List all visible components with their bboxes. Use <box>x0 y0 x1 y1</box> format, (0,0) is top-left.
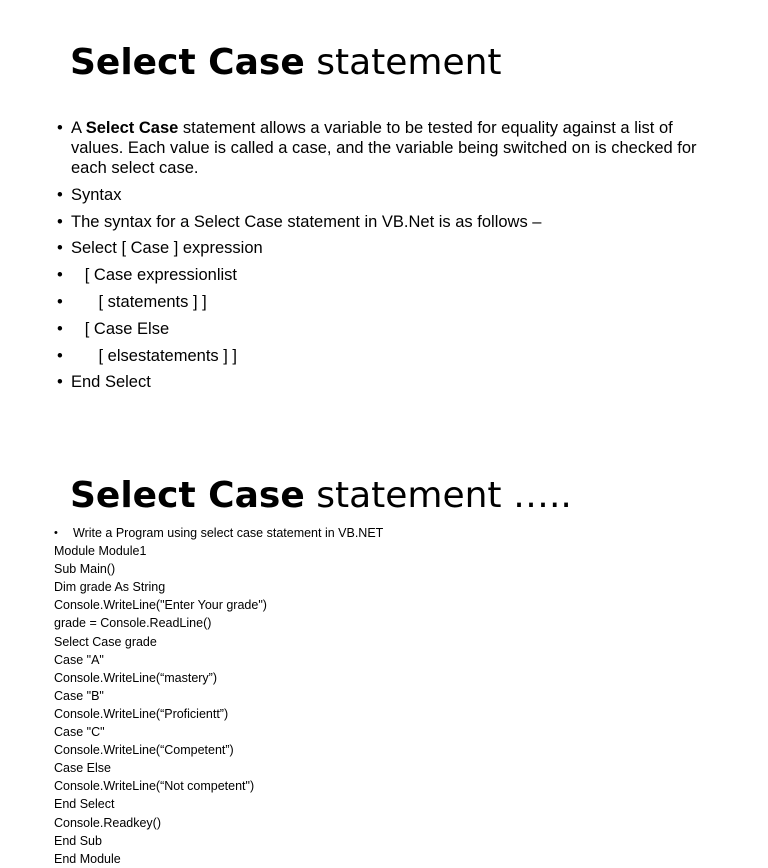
code-line: End Select <box>54 797 115 812</box>
code-line: Case Else <box>54 761 111 776</box>
code-line: Dim grade As String <box>54 580 166 595</box>
slide-title <box>70 42 502 83</box>
slide-title-rest: statement <box>304 42 502 83</box>
bullet-dot: • <box>57 346 63 365</box>
bullet-item <box>56 319 716 339</box>
intro-rest: statement allows a variable to be tested for equality against a list of values. Each value is called a case, and the variable being switched on is checked for each select case. <box>71 119 702 177</box>
code-line: grade = Console.ReadLine() <box>54 616 212 631</box>
code-line: Module Module1 <box>54 544 147 559</box>
bullet-intro <box>56 118 716 178</box>
intro-bold: Select Case <box>85 119 179 137</box>
code-line: Case "C" <box>54 725 105 740</box>
slide-select-case-syntax <box>0 0 768 430</box>
code-line: Console.WriteLine("Enter Your grade") <box>54 598 267 613</box>
code-line: Case "B" <box>54 688 104 703</box>
bullet-dot: • <box>57 185 63 204</box>
code-line: Sub Main() <box>54 562 116 577</box>
bullet-item <box>56 372 716 392</box>
bullet-text: End Select <box>71 373 151 392</box>
bullet-dot: • <box>57 212 63 231</box>
code-line: Console.WriteLine(“mastery”) <box>54 670 218 685</box>
bullet-dot: • <box>57 319 63 338</box>
code-line: Case "A" <box>54 652 104 667</box>
bullet-item <box>56 185 716 205</box>
code-line: Console.WriteLine(“Proficientt”) <box>54 706 229 721</box>
bullet-dot: • <box>57 373 63 392</box>
bullet-dot: • <box>57 266 63 285</box>
bullet-text: [ elsestatements ] ] <box>71 346 237 365</box>
bullet-text: The syntax for a Select Case statement in VB.Net is as follows – <box>71 212 542 231</box>
bullet-text: Select [ Case ] expression <box>71 239 263 258</box>
intro-prefix: A <box>71 119 86 137</box>
code-line: Console.WriteLine(“Competent”) <box>54 743 234 758</box>
bullet-item <box>56 346 716 366</box>
slide-title <box>70 475 572 516</box>
bullet-item <box>56 265 716 285</box>
slide-title-bold: Select Case <box>70 42 305 83</box>
code-line: End Module <box>54 851 121 866</box>
program-bullet-text: Write a Program using select case statement in VB.NET <box>73 526 384 540</box>
bullet-item <box>56 212 716 232</box>
bullet-list <box>56 118 716 399</box>
slide-title-bold: Select Case <box>70 475 305 516</box>
bullet-text: [ Case expressionlist <box>71 266 237 285</box>
bullet-item <box>56 238 716 258</box>
bullet-text: Syntax <box>71 185 122 204</box>
code-example <box>54 524 654 868</box>
bullet-item <box>56 292 716 312</box>
code-line: Console.Readkey() <box>54 815 161 830</box>
program-bullet <box>54 524 654 542</box>
bullet-dot: • <box>57 239 63 258</box>
code-line: Select Case grade <box>54 634 157 649</box>
bullet-text: [ Case Else <box>71 319 170 338</box>
bullet-text: [ statements ] ] <box>71 292 207 311</box>
code-line: End Sub <box>54 833 102 848</box>
bullet-dot: • <box>54 527 58 539</box>
code-line: Console.WriteLine(“Not competent") <box>54 779 255 794</box>
slide-select-case-example <box>0 430 768 866</box>
bullet-dot: • <box>57 292 63 311</box>
bullet-dot: • <box>57 119 63 137</box>
slide-title-rest: statement ….. <box>304 475 572 516</box>
